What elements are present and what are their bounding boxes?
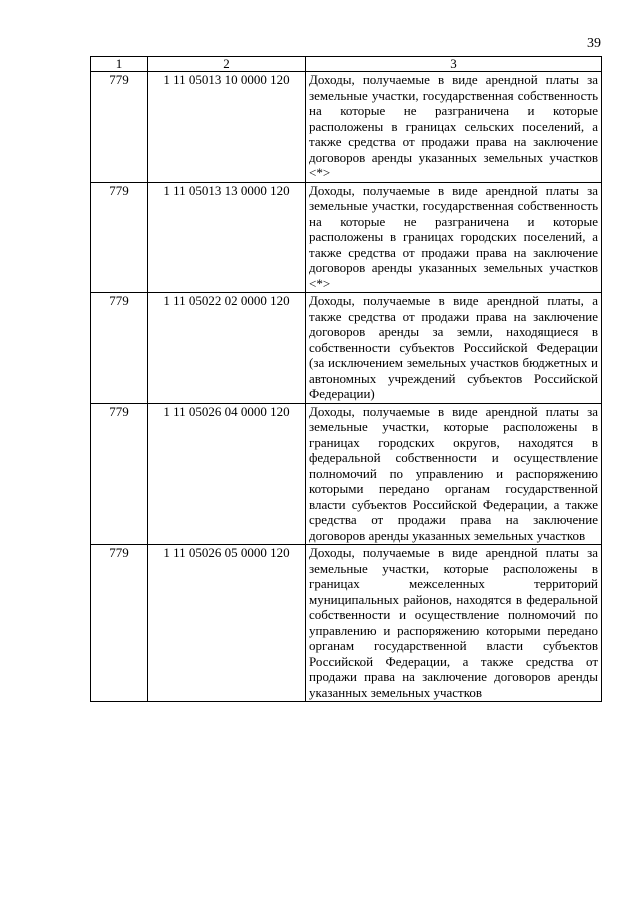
description-cell: Доходы, получаемые в виде арендной платы, а также средства от продажи права на заключение договоров аренды за земли, находящиеся в собственности субъектов Российской Федерации (за исключением земельных участков бюджетных и автономных учреждений субъектов Российской Федерации) xyxy=(306,293,602,404)
column-header-2: 2 xyxy=(148,57,306,72)
description-cell: Доходы, получаемые в виде арендной платы за земельные участки, которые расположены в границах межселенных территорий муниципальных районов, находятся в федеральной собственности и осуществление полномочий по управлению и распоряжению которыми передано органам государственной власти субъектов Российской Федерации, а также средства от продажи права на заключение договоров аренды указанных земельных участков xyxy=(306,545,602,702)
table-row xyxy=(91,72,602,183)
table-row xyxy=(91,403,602,545)
kbk-code-cell: 1 11 05013 13 0000 120 xyxy=(148,182,306,293)
table-header-row xyxy=(91,57,602,72)
admin-code-cell: 779 xyxy=(91,72,148,183)
table-row xyxy=(91,545,602,702)
table-row xyxy=(91,293,602,404)
description-cell: Доходы, получаемые в виде арендной платы за земельные участки, которые расположены в границах городских округов, находятся в федеральной собственности и осуществление полномочий по управлению и распоряжению которыми передано органам государственной власти субъектов Российской Федерации, а также средства от продажи права на заключение договоров аренды указанных земельных участков xyxy=(306,403,602,545)
description-cell: Доходы, получаемые в виде арендной платы за земельные участки, государственная собственность на которые не разграничена и которые расположены в границах городских поселений, а также средства от продажи права на заключение договоров аренды указанных земельных участков <*> xyxy=(306,182,602,293)
table-row xyxy=(91,182,602,293)
admin-code-cell: 779 xyxy=(91,182,148,293)
admin-code-cell: 779 xyxy=(91,545,148,702)
kbk-code-cell: 1 11 05022 02 0000 120 xyxy=(148,293,306,404)
kbk-code-cell: 1 11 05013 10 0000 120 xyxy=(148,72,306,183)
page-number: 39 xyxy=(587,36,601,51)
kbk-code-cell: 1 11 05026 05 0000 120 xyxy=(148,545,306,702)
admin-code-cell: 779 xyxy=(91,403,148,545)
column-header-3: 3 xyxy=(306,57,602,72)
admin-code-cell: 779 xyxy=(91,293,148,404)
kbk-code-cell: 1 11 05026 04 0000 120 xyxy=(148,403,306,545)
description-cell: Доходы, получаемые в виде арендной платы за земельные участки, государственная собственность на которые не разграничена и которые расположены в границах сельских поселений, а также средства от продажи права на заключение договоров аренды указанных земельных участков <*> xyxy=(306,72,602,183)
budget-revenue-table xyxy=(90,56,602,702)
column-header-1: 1 xyxy=(91,57,148,72)
